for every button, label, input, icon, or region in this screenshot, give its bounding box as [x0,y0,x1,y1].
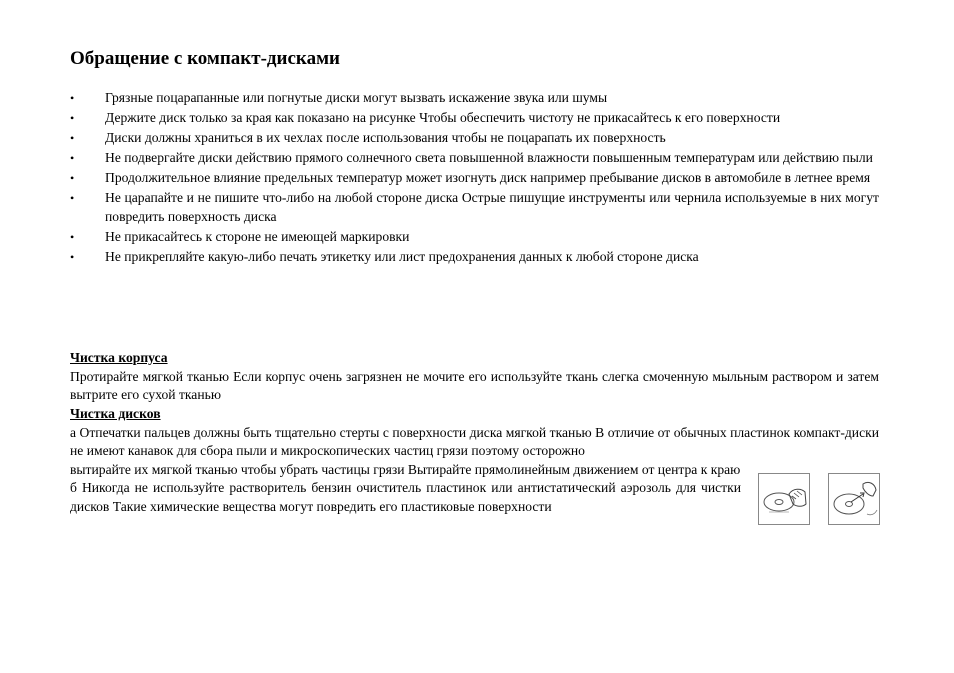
list-item-text: Не прикрепляйте какую-либо печать этикетку или лист предохранения данных к любой стороне диска [105,249,699,265]
list-item [70,129,879,148]
list-item [70,89,879,108]
bullet-icon: • [70,250,75,265]
disc-handling-figures [758,473,882,525]
case-cleaning-section [70,349,879,405]
bullet-icon: • [70,151,75,166]
bullet-icon: • [70,111,75,126]
list-item-text: Диски должны храниться в их чехлах после использования чтобы не поцарапать их поверхность [105,130,666,146]
list-item [70,169,879,188]
page-title: Обращение с компакт-дисками [70,48,340,69]
list-item-text: Не царапайте и не пишите что-либо на любой стороне диска Острые пишущие инструменты или чернила используемые в них могут повредить поверхность диска [105,190,879,224]
list-item [70,228,879,247]
case-cleaning-heading: Чистка корпуса [70,350,168,365]
disc-cleaning-para-a-continued: вытирайте их мягкой тканью чтобы убрать частицы грязи Вытирайте прямолинейным движением от центра к краю [70,461,741,477]
list-item [70,149,879,168]
disc-held-by-edge-icon [759,474,809,524]
list-item [70,248,879,267]
disc-cleaning-para-b: б Никогда не используйте растворитель бензин очиститель пластинок или антистатический аэрозоль для чистки дисков Такие химические вещества могут повредить его пластиковые поверхности [70,480,741,514]
list-item [70,189,879,226]
bullet-icon: • [70,191,75,206]
disc-cleaning-para-a: а Отпечатки пальцев должны быть тщательно стерты с поверхности диска мягкой тканью В отличие от обычных пластинок компакт-диски не имеют канавок для сбора пыли и микроскопических частиц грязи поэтому осторожно [70,424,879,458]
wipe-disc-center-to-edge-icon [829,474,879,524]
handling-rules-list [70,89,879,268]
bullet-icon: • [70,91,75,105]
case-cleaning-text: Протирайте мягкой тканью Если корпус очень загрязнен не мочите его используйте ткань слегка смоченную мыльным раствором и затем вытрите его сухой тканью [70,368,879,402]
list-item-text: Не прикасайтесь к стороне не имеющей маркировки [105,229,410,245]
list-item [70,109,879,128]
list-item-text: Продолжительное влияние предельных температур может изогнуть диск например пребывание дисков в автомобиле в летнее время [105,170,871,186]
bullet-icon: • [70,230,75,245]
bullet-icon: • [70,171,75,186]
wiping-disc-illustration [828,473,880,525]
bullet-icon: • [70,131,75,146]
list-item-text: Не подвергайте диски действию прямого солнечного света повышенной влажности повышенным температурам или действию пыли [105,150,873,166]
hand-holding-disc-illustration [758,473,810,525]
list-item-text: Держите диск только за края как показано на рисунке Чтобы обеспечить чистоту не прикасайтесь к его поверхности [105,110,781,126]
list-item-text: Грязные поцарапанные или погнутые диски могут вызвать искажение звука или шумы [105,90,608,105]
disc-cleaning-heading: Чистка дисков [70,406,161,421]
